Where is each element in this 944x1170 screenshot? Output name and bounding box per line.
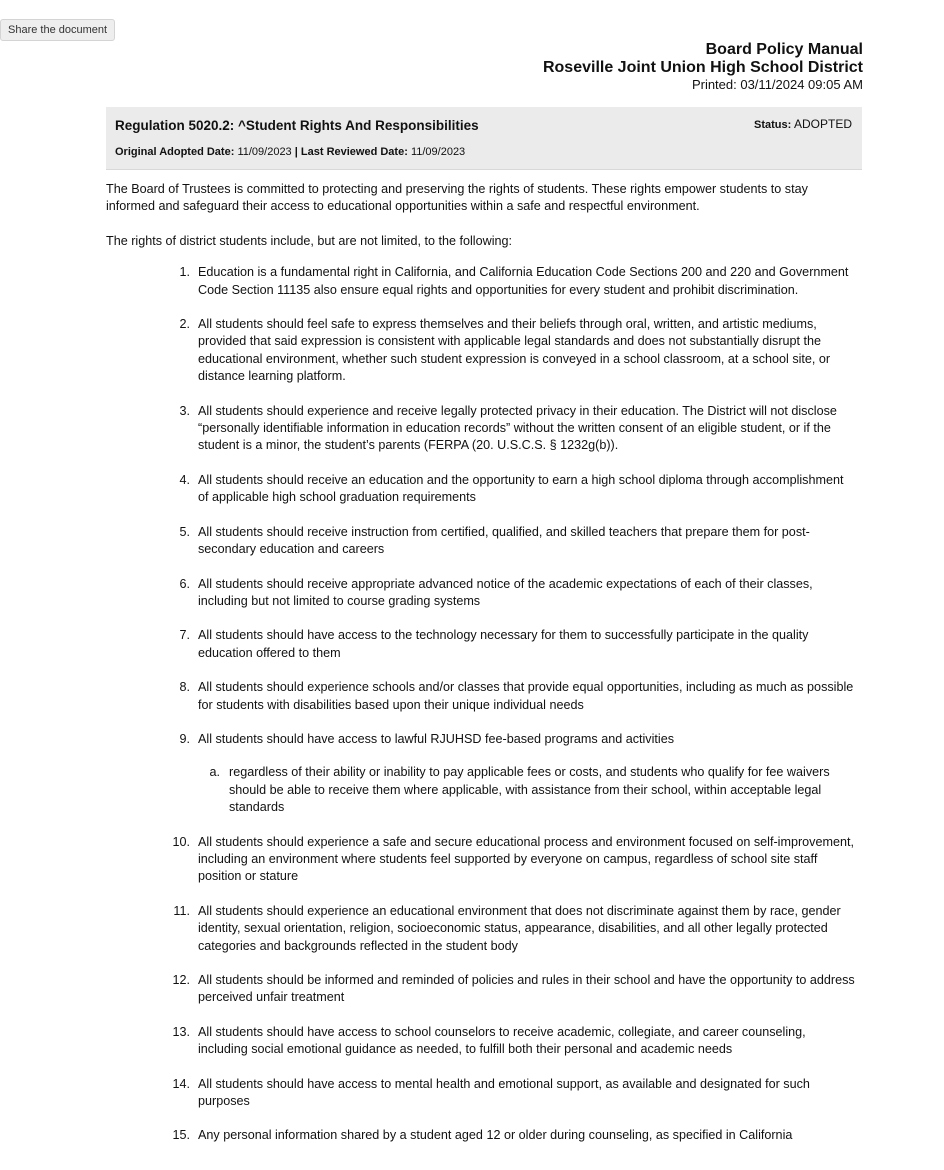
status-value: ADOPTED bbox=[793, 117, 852, 131]
list-item bbox=[106, 834, 856, 886]
list-item-text: All students should receive instruction from certified, qualified, and skilled teachers that prepare them for post-secondary education and careers bbox=[198, 524, 810, 557]
list-item-text: All students should receive an education and the opportunity to earn a high school diploma through accomplishment of applicable high school graduation requirements bbox=[198, 472, 844, 505]
adopted-date-label: Original Adopted Date: bbox=[115, 146, 235, 158]
list-item-number: 14. bbox=[172, 1076, 190, 1091]
list-item-text: All students should experience and receive legally protected privacy in their education. The District will not disclose “personally identifiable information in education records” without the written consent of an eligible student, or if the student is a minor, the student’s parents (FERPA (20. U.S.C.S. § 1232g(b)). bbox=[198, 403, 837, 453]
list-item-number: 5. bbox=[179, 524, 190, 539]
list-item-text: Any personal information shared by a student aged 12 or older during counseling, as specified in California bbox=[198, 1128, 793, 1143]
rights-intro: The rights of district students include, but are not limited, to the following: bbox=[106, 233, 513, 248]
list-item bbox=[106, 316, 856, 386]
reviewed-date-value: 11/09/2023 bbox=[410, 146, 466, 158]
list-item-number: 2. bbox=[179, 317, 190, 332]
share-document-button[interactable]: Share the document bbox=[0, 19, 115, 41]
status-label: Status: bbox=[754, 119, 792, 131]
list-item bbox=[106, 903, 856, 955]
list-item-text: All students should experience schools and/or classes that provide equal opportunities, including as much as possible for students with disabilities based upon their unique individual needs bbox=[198, 680, 854, 712]
adopted-date-value: 11/09/2023 bbox=[237, 146, 292, 158]
list-item-text: All students should feel safe to express themselves and their beliefs through oral, written, and artistic mediums, provided that said expression is consistent with applicable legal standards and does not substantially disrupt the educational environment, whether such student expression is conveyed in a school classroom, at a school site, or distance learning platform. bbox=[198, 317, 831, 384]
list-item-number: 3. bbox=[179, 403, 190, 418]
list-item bbox=[106, 524, 856, 559]
list-item bbox=[106, 576, 856, 611]
list-item-text: All students should be informed and reminded of policies and rules in their school and have the opportunity to address perceived unfair treatment bbox=[198, 973, 855, 1005]
list-item bbox=[106, 403, 856, 455]
list-item-text: Education is a fundamental right in California, and California Education Code Sections 200 and 220 and Government Code Section 11135 also ensure equal rights and opportunities for every student and prohibit discrimination. bbox=[198, 265, 849, 297]
sub-list bbox=[198, 764, 856, 816]
list-item bbox=[106, 972, 856, 1007]
list-item bbox=[106, 1127, 856, 1144]
list-item-number: 11. bbox=[173, 903, 190, 918]
printed-timestamp: Printed: 03/11/2024 09:05 AM bbox=[691, 77, 863, 92]
list-item-number: 12. bbox=[172, 973, 190, 987]
document-header bbox=[543, 41, 863, 93]
list-item-number: 7. bbox=[179, 628, 190, 643]
date-separator: | bbox=[294, 146, 298, 158]
list-item-number: 8. bbox=[179, 680, 190, 695]
list-item-number: 13. bbox=[172, 1024, 190, 1039]
list-item bbox=[106, 264, 856, 299]
list-item-text: All students should experience a safe and secure educational process and environment focused on self-improvement, including an environment where students feel supported by everyone on campus, regardless of school site staff position or stature bbox=[198, 834, 854, 884]
regulation-title: Regulation 5020.2: ^Student Rights And Responsibilities bbox=[115, 118, 479, 133]
list-item bbox=[106, 679, 856, 714]
document-body bbox=[106, 181, 856, 1162]
list-item-number: 1. bbox=[179, 265, 190, 280]
list-item bbox=[106, 1076, 856, 1111]
sub-list-item bbox=[198, 764, 856, 816]
list-item-number: 4. bbox=[179, 472, 190, 487]
list-item bbox=[106, 1024, 856, 1059]
list-item-text: All students should have access to mental health and emotional support, as available and designated for such purposes bbox=[198, 1076, 810, 1109]
rights-list bbox=[106, 264, 856, 1145]
regulation-dates bbox=[115, 146, 465, 158]
district-name: Roseville Joint Union High School District bbox=[542, 59, 863, 76]
list-item-number: 15. bbox=[172, 1128, 190, 1143]
list-item-text: All students should have access to the technology necessary for them to successfully participate in the quality education offered to them bbox=[198, 628, 809, 660]
list-item bbox=[106, 472, 856, 507]
reviewed-date-label: Last Reviewed Date: bbox=[300, 146, 408, 158]
list-item-number: 6. bbox=[179, 576, 190, 591]
list-item-number: 9. bbox=[179, 731, 190, 746]
list-item-text: All students should receive appropriate advanced notice of the academic expectations of each of their classes, including but not limited to course grading systems bbox=[198, 576, 813, 608]
regulation-info-box bbox=[106, 107, 862, 170]
list-item bbox=[106, 627, 856, 662]
list-item-text: All students should have access to lawful RJUHSD fee-based programs and activities bbox=[198, 731, 674, 746]
sub-list-item-letter: a. bbox=[209, 765, 220, 780]
list-item-number: 10. bbox=[172, 834, 190, 849]
list-item-text: All students should experience an educational environment that does not discriminate against them by race, gender identity, sexual orientation, religion, socioeconomic status, appearance, disabilities, and all other legally protected categories and backgrounds reflected in the student body bbox=[198, 903, 841, 953]
list-item-text: All students should have access to school counselors to receive academic, collegiate, and career counseling, including social emotional guidance as needed, to fulfill both their personal and academic needs bbox=[198, 1024, 806, 1057]
list-item bbox=[106, 731, 856, 817]
manual-title: Board Policy Manual bbox=[705, 41, 863, 58]
sub-list-item-text: regardless of their ability or inability to pay applicable fees or costs, and students who qualify for fee waivers should be able to receive them where applicable, with assistance from their school, within acceptable legal standards bbox=[229, 765, 830, 815]
intro-paragraph: The Board of Trustees is committed to protecting and preserving the rights of students. These rights empower students to stay informed and safeguard their access to educational opportunities within a safe and respectful environment. bbox=[106, 182, 808, 214]
regulation-status bbox=[754, 117, 852, 131]
